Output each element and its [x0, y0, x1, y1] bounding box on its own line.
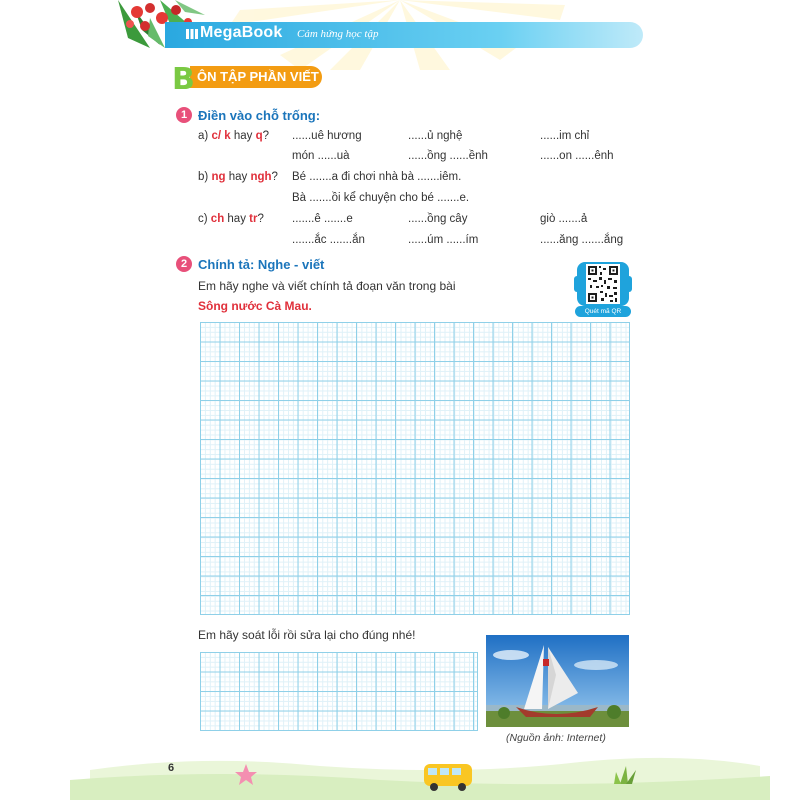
exercise-2-number: 2: [176, 256, 192, 272]
prompt-option: ng: [211, 171, 226, 183]
fill-blank-item[interactable]: ......úm ......ím: [408, 234, 479, 246]
qr-code-icon: [574, 258, 632, 310]
exercise-1c-prompt: [198, 213, 264, 225]
brand-name: MegaBook: [200, 24, 283, 41]
prompt-connector: hay: [230, 130, 256, 142]
fill-blank-item[interactable]: ......on ......ênh: [540, 150, 614, 162]
brand-tagline: Cảm hứng học tập: [297, 28, 379, 40]
review-instruction: Em hãy soát lỗi rồi sửa lại cho đúng nhé!: [198, 628, 416, 642]
fill-blank-sentence[interactable]: Bé .......a đi chơi nhà bà .......iêm.: [292, 171, 462, 183]
correction-writing-grid[interactable]: [200, 652, 478, 731]
prompt-option: ngh: [250, 171, 272, 183]
prompt-mark: ?: [262, 130, 269, 142]
page-number: 6: [168, 762, 175, 774]
dictation-passage-title: Sông nước Cà Mau.: [198, 299, 312, 313]
qr-label: Quét mã QR: [575, 306, 631, 317]
dictation-writing-grid[interactable]: [200, 322, 630, 615]
prompt-prefix: c): [198, 213, 208, 225]
prompt-prefix: a): [198, 130, 209, 142]
fill-blank-item[interactable]: .......ắc .......ắn: [292, 234, 365, 246]
prompt-connector: hay: [224, 213, 250, 225]
ca-mau-photo: [486, 635, 629, 727]
fill-blank-item[interactable]: giò .......ả: [540, 213, 588, 225]
page-footer: [0, 740, 800, 800]
prompt-option: tr: [249, 213, 258, 225]
exercise-1-title: Điền vào chỗ trống:: [198, 108, 321, 123]
prompt-option: c/ k: [211, 130, 231, 142]
fill-blank-item[interactable]: .......ê .......e: [292, 213, 353, 225]
prompt-mark: ?: [257, 213, 264, 225]
fill-blank-item[interactable]: ......ủ nghệ: [408, 130, 463, 142]
fill-blank-sentence[interactable]: Bà .......ồi kể chuyện cho bé .......e.: [292, 192, 470, 204]
sail-monument-image: [486, 635, 629, 727]
page-header: [0, 0, 800, 70]
fill-blank-item[interactable]: ......ăng .......ắng: [540, 234, 624, 246]
exercise-2-title: Chính tả: Nghe - viết: [198, 257, 325, 272]
fill-blank-item[interactable]: ......uê hương: [292, 130, 362, 142]
prompt-mark: ?: [271, 171, 278, 183]
fill-blank-item[interactable]: món ......uà: [292, 150, 350, 162]
fill-blank-item[interactable]: ......im chỉ: [540, 130, 590, 142]
fill-blank-item[interactable]: ......ồng ......ềnh: [408, 150, 488, 162]
qr-code-box[interactable]: [574, 258, 632, 310]
dictation-instruction: Em hãy nghe và viết chính tả đoạn văn trong bài: [198, 279, 456, 293]
photo-caption: (Nguồn ảnh: Internet): [506, 732, 606, 744]
prompt-option: ch: [210, 213, 225, 225]
exercise-1b-prompt: [198, 171, 278, 183]
megabook-logo-icon: [186, 28, 200, 40]
fill-blank-item[interactable]: ......ồng cây: [408, 213, 468, 225]
section-title: ÔN TẬP PHẦN VIẾT: [197, 69, 319, 84]
prompt-option: q: [255, 130, 263, 142]
prompt-prefix: b): [198, 171, 209, 183]
footer-decoration: [0, 740, 800, 800]
exercise-1-number: 1: [176, 107, 192, 123]
exercise-1a-prompt: [198, 130, 269, 142]
prompt-connector: hay: [225, 171, 251, 183]
section-letter: B: [172, 62, 195, 97]
